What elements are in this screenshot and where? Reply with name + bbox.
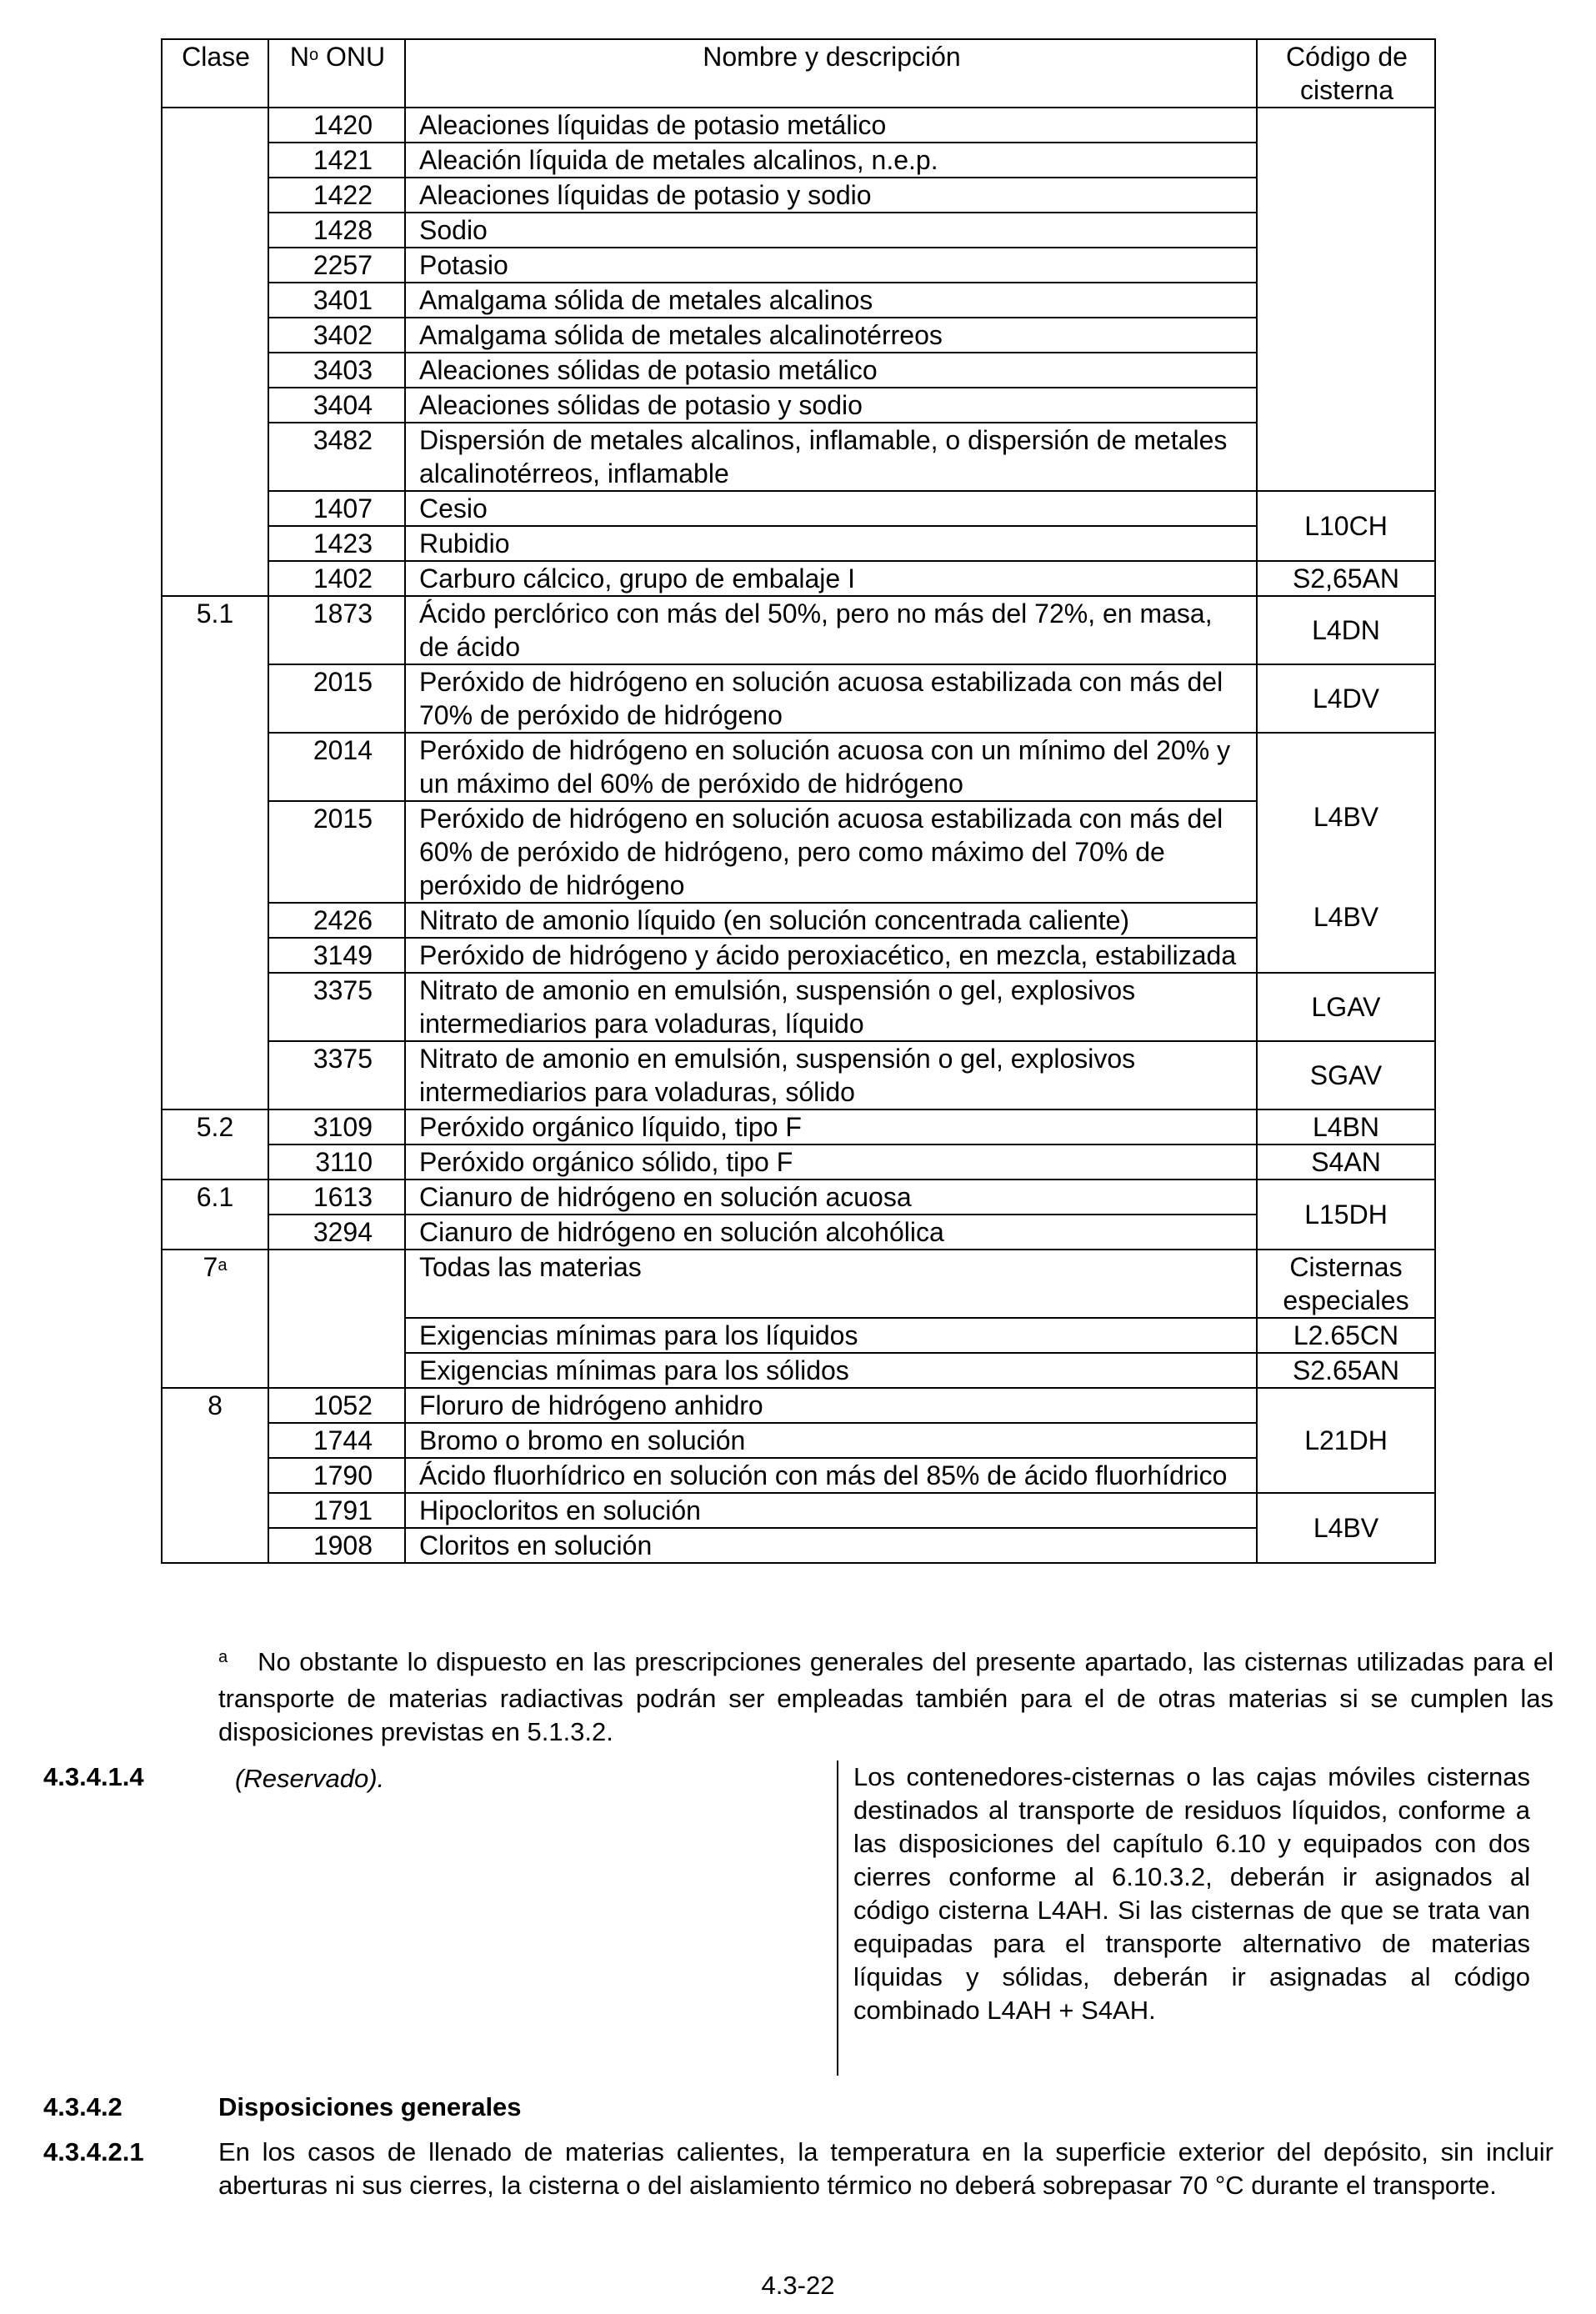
cell-name: Peróxido de hidrógeno y ácido peroxiacético, en mezcla, estabilizada: [405, 938, 1257, 973]
cell-onu: 1790: [268, 1458, 405, 1493]
cell-onu: 3375: [268, 973, 405, 1041]
cell-name: Peróxido orgánico líquido, tipo F: [405, 1109, 1257, 1144]
section-number-4341-4: 4.3.4.1.4: [43, 1762, 144, 1791]
table-row: [162, 248, 1435, 283]
cell-name: Peróxido de hidrógeno en solución acuosa con un mínimo del 20% y un máximo del 60% de peróxido de hidrógeno: [405, 733, 1257, 801]
table-row: [162, 108, 1435, 143]
cell-name: Nitrato de amonio en emulsión, suspensión o gel, explosivos intermediarios para voladuras, sólido: [405, 1041, 1257, 1109]
cell-name: Peróxido de hidrógeno en solución acuosa estabilizada con más del 60% de peróxido de hidrógeno, pero como máximo del 70% de peróxido de hidrógeno: [405, 801, 1257, 903]
header-code: Código de cisterna: [1257, 39, 1435, 108]
clase-footnote-mark: a: [218, 1256, 228, 1275]
table-row: [162, 938, 1435, 973]
cell-clase: 6.1: [162, 1180, 268, 1250]
cell-onu: [268, 1250, 405, 1388]
cell-code: L4BV: [1313, 902, 1379, 932]
cell-name: Nitrato de amonio líquido (en solución concentrada caliente): [405, 903, 1257, 938]
table-row: [162, 491, 1435, 526]
cell-name: Aleaciones sólidas de potasio y sodio: [405, 388, 1257, 423]
cell-name: Carburo cálcico, grupo de embalaje I: [405, 561, 1257, 596]
cell-onu: 3149: [268, 938, 405, 973]
table-row: [162, 903, 1435, 938]
cell-code: S2,65AN: [1257, 561, 1435, 596]
table-row: [162, 213, 1435, 248]
table-row: [162, 1388, 1435, 1423]
cell-onu: 3375: [268, 1041, 405, 1109]
section-4342-1-text: En los casos de llenado de materias calientes, la temperatura en la superficie exterior del depósito, sin incluir aberturas ni sus cierres, la cisterna o del aislamiento térmico no deberá sobrepasar 70 °C durante el transporte.: [218, 2137, 1553, 2200]
cell-code: L4BV: [1313, 802, 1379, 832]
table-row: [162, 1041, 1435, 1109]
header-onu-prefix: N: [289, 42, 309, 72]
table-row: [162, 353, 1435, 388]
cell-name: Floruro de hidrógeno anhidro: [405, 1388, 1257, 1423]
table-row: [162, 526, 1435, 561]
cell-onu: 2015: [268, 664, 405, 733]
cell-code: L4BV: [1257, 1493, 1435, 1563]
cell-name: Aleaciones líquidas de potasio metálico: [405, 108, 1257, 143]
table-row: [162, 1109, 1435, 1144]
table-row: [162, 1423, 1435, 1458]
cell-onu: 3403: [268, 353, 405, 388]
cell-clase: [162, 108, 268, 596]
section-title-4342: Disposiciones generales: [218, 2092, 522, 2121]
cell-onu: 1422: [268, 178, 405, 213]
table-row: [162, 1493, 1435, 1528]
cell-name: Sodio: [405, 213, 1257, 248]
cell-onu: 2257: [268, 248, 405, 283]
table-row: [162, 664, 1435, 733]
cell-name: Todas las materias: [405, 1250, 1257, 1318]
cell-onu: 3110: [268, 1144, 405, 1180]
cell-name: Aleaciones líquidas de potasio y sodio: [405, 178, 1257, 213]
cell-name: Peróxido de hidrógeno en solución acuosa estabilizada con más del 70% de peróxido de hidrógeno: [405, 664, 1257, 733]
cell-code: L4DN: [1257, 596, 1435, 664]
cell-onu: 1908: [268, 1528, 405, 1563]
cell-name: Cesio: [405, 491, 1257, 526]
cell-name: Bromo o bromo en solución: [405, 1423, 1257, 1458]
cell-name: Peróxido orgánico sólido, tipo F: [405, 1144, 1257, 1180]
cell-onu: 1407: [268, 491, 405, 526]
table-row: [162, 1144, 1435, 1180]
cell-onu: 1402: [268, 561, 405, 596]
table-row: [162, 388, 1435, 423]
cell-onu: 1873: [268, 596, 405, 664]
cell-code: L21DH: [1257, 1388, 1435, 1493]
cell-name: Aleaciones sólidas de potasio metálico: [405, 353, 1257, 388]
cell-onu: 3482: [268, 423, 405, 491]
cell-code: L15DH: [1257, 1180, 1435, 1250]
cell-code: LGAV: [1257, 973, 1435, 1041]
column-divider: [837, 1761, 838, 2076]
section-number-4342: 4.3.4.2: [43, 2092, 123, 2121]
table-row: [162, 283, 1435, 318]
cell-code: SGAV: [1257, 1041, 1435, 1109]
table-row: [162, 318, 1435, 353]
cell-name: Amalgama sólida de metales alcalinos: [405, 283, 1257, 318]
cell-name: Exigencias mínimas para los líquidos: [405, 1318, 1257, 1353]
table-row: [162, 801, 1435, 903]
table-row: [162, 973, 1435, 1041]
table-row: [162, 423, 1435, 491]
cell-name: Exigencias mínimas para los sólidos: [405, 1353, 1257, 1388]
cell-name: Cianuro de hidrógeno en solución alcohólica: [405, 1215, 1257, 1250]
code-spacer: [1263, 834, 1429, 900]
cell-onu: 1421: [268, 143, 405, 178]
footnote-text: No obstante lo dispuesto en las prescripciones generales del presente apartado, las cisternas utilizadas para el transporte de materias radiactivas podrán ser empleadas también para el de otras materias si se cumplen las disposiciones previstas en 5.1.3.2.: [218, 1647, 1553, 1746]
cell-code: S2.65AN: [1257, 1353, 1435, 1388]
cell-clase: 8: [162, 1388, 268, 1563]
table-row: [162, 561, 1435, 596]
cell-onu: 3109: [268, 1109, 405, 1144]
cell-name: Rubidio: [405, 526, 1257, 561]
cell-code: L4DV: [1257, 664, 1435, 733]
cell-code: Cisternas especiales: [1257, 1250, 1435, 1318]
cell-clase: 5.1: [162, 596, 268, 1109]
cell-onu: 2015: [268, 801, 405, 903]
cell-name: Cianuro de hidrógeno en solución acuosa: [405, 1180, 1257, 1215]
cell-onu: 1423: [268, 526, 405, 561]
header-onu: [268, 39, 405, 108]
cell-onu: 3404: [268, 388, 405, 423]
section-4341-4-text: Los contenedores-cisternas o las cajas móviles cisternas destinados al transporte de residuos líquidos, conforme a las disposiciones del capítulo 6.10 y equipados con dos cierres conforme al 6.10.3.2, deberán ir asignados al código cisterna L4AH. Si las cisternas de que se trata van equipadas para el transporte alternativo de materias líquidas y sólidas, deberán ir asignadas al código combinado L4AH + S4AH.: [853, 1762, 1530, 2025]
cell-onu: 2014: [268, 733, 405, 801]
cell-name: Dispersión de metales alcalinos, inflamable, o dispersión de metales alcalinotérreos, inflamable: [405, 423, 1257, 491]
cell-code-empty: [1257, 108, 1435, 491]
table-row: [162, 1250, 1435, 1318]
table-row: [162, 596, 1435, 664]
table-row: [162, 733, 1435, 801]
cell-code-group: [1257, 733, 1435, 973]
cell-onu: 2426: [268, 903, 405, 938]
cell-onu: 3401: [268, 283, 405, 318]
table-row: [162, 1458, 1435, 1493]
cell-name: Amalgama sólida de metales alcalinotérreos: [405, 318, 1257, 353]
cell-clase: 5.2: [162, 1109, 268, 1180]
table-row: [162, 1528, 1435, 1563]
cell-onu: 1052: [268, 1388, 405, 1423]
table-footnote: [218, 1645, 1553, 1749]
cell-onu: 1420: [268, 108, 405, 143]
footnote-mark: a: [218, 1648, 228, 1666]
cell-clase-text: 7: [203, 1252, 218, 1282]
tank-code-table: [161, 38, 1436, 1564]
cell-name: Potasio: [405, 248, 1257, 283]
cell-onu: 1428: [268, 213, 405, 248]
header-name: Nombre y descripción: [405, 39, 1257, 108]
cell-onu: 3294: [268, 1215, 405, 1250]
table-row: [162, 178, 1435, 213]
cell-clase: [162, 1250, 268, 1388]
table-row: [162, 1215, 1435, 1250]
cell-name: Cloritos en solución: [405, 1528, 1257, 1563]
cell-code: S4AN: [1257, 1144, 1435, 1180]
table-row: [162, 143, 1435, 178]
cell-name: Hipocloritos en solución: [405, 1493, 1257, 1528]
cell-name: Aleación líquida de metales alcalinos, n.e.p.: [405, 143, 1257, 178]
cell-code: L2.65CN: [1257, 1318, 1435, 1353]
cell-onu: 1744: [268, 1423, 405, 1458]
cell-code: L10CH: [1257, 491, 1435, 561]
cell-name: Ácido fluorhídrico en solución con más del 85% de ácido fluorhídrico: [405, 1458, 1257, 1493]
header-clase: Clase: [162, 39, 268, 108]
section-number-4342-1: 4.3.4.2.1: [43, 2137, 144, 2166]
cell-code: L4BN: [1257, 1109, 1435, 1144]
header-onu-suffix: ONU: [318, 42, 386, 72]
cell-onu: 1613: [268, 1180, 405, 1215]
reserved-label: (Reservado).: [235, 1764, 385, 1793]
page-number: 4.3-22: [761, 2271, 835, 2300]
table-header-row: [162, 39, 1435, 108]
header-onu-sup: o: [308, 46, 319, 64]
cell-name: Ácido perclórico con más del 50%, pero no más del 72%, en masa, de ácido: [405, 596, 1257, 664]
cell-onu: 1791: [268, 1493, 405, 1528]
cell-onu: 3402: [268, 318, 405, 353]
cell-name: Nitrato de amonio en emulsión, suspensión o gel, explosivos intermediarios para voladuras, líquido: [405, 973, 1257, 1041]
table-row: [162, 1180, 1435, 1215]
